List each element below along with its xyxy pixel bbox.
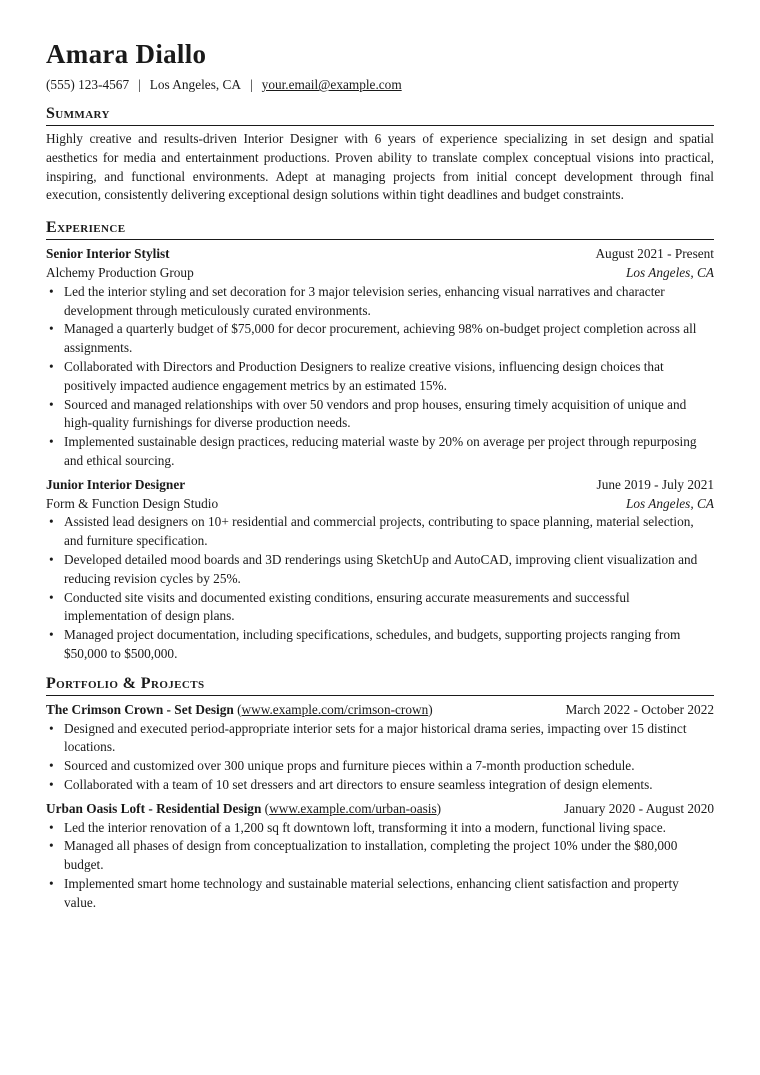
project-link[interactable]: www.example.com/urban-oasis (269, 800, 437, 816)
bullet-item: • Managed project documentation, including specifications, schedules, and budgets, supporting projects ranging from $50,000 to $500,000. (46, 626, 714, 664)
job-subheader (46, 495, 714, 514)
contact-separator: | (138, 77, 141, 92)
portfolio-heading: Portfolio & Projects (46, 674, 714, 696)
bullet-item: • Developed detailed mood boards and 3D renderings using SketchUp and AutoCAD, improving client visualization and reducing revision cycles by 25%. (46, 551, 714, 589)
project-title-group: Urban Oasis Loft - Residential Design (www.example.com/urban-oasis) (46, 800, 442, 816)
email-link[interactable]: your.email@example.com (261, 77, 402, 92)
job-location: Los Angeles, CA (625, 495, 714, 511)
project-title: The Crimson Crown - Set Design (46, 701, 234, 717)
company-name: Alchemy Production Group (46, 264, 194, 280)
phone-number: (555) 123-4567 (46, 77, 130, 92)
project-header (46, 701, 714, 720)
project-title: Urban Oasis Loft - Residential Design (46, 800, 262, 816)
bullet-item: • Managed a quarterly budget of $75,000 for decor procurement, achieving 98% on-budget project completion across all assignments. (46, 320, 714, 358)
project-title-group: The Crimson Crown - Set Design (www.example.com/crimson-crown) (46, 701, 433, 717)
job-location: Los Angeles, CA (625, 264, 714, 280)
bullet-item: • Led the interior renovation of a 1,200 sq ft downtown loft, transforming it into a modern, functional living space. (46, 819, 714, 838)
project-bullets (46, 819, 714, 913)
resume-page (46, 38, 714, 912)
project-header (46, 800, 714, 819)
project-link[interactable]: www.example.com/crimson-crown (241, 701, 429, 717)
bullet-item: • Conducted site visits and documented existing conditions, ensuring accurate measurements and successful implementation of design plans. (46, 589, 714, 627)
job-dates: August 2021 - Present (595, 246, 714, 262)
project-dates: January 2020 - August 2020 (564, 800, 714, 816)
job-header (46, 245, 714, 264)
job-subheader (46, 264, 714, 283)
job-bullets (46, 513, 714, 663)
bullet-item: • Managed all phases of design from conceptualization to installation, completing the project 10% under the $80,000 budget. (46, 837, 714, 875)
job-title: Junior Interior Designer (46, 476, 186, 492)
bullet-item: • Assisted lead designers on 10+ residential and commercial projects, contributing to space planning, material selection, and furniture specification. (46, 513, 714, 551)
location-text: Los Angeles, CA (149, 77, 241, 92)
bullet-item: • Sourced and customized over 300 unique props and furniture pieces within a 7-month production schedule. (46, 757, 714, 776)
job-title: Senior Interior Stylist (46, 246, 170, 262)
candidate-name: Amara Diallo (46, 39, 207, 69)
job-entry (46, 476, 714, 664)
bullet-item: • Implemented smart home technology and sustainable material selections, enhancing client satisfaction and property value. (46, 875, 714, 913)
job-bullets (46, 283, 714, 471)
job-header (46, 476, 714, 495)
summary-text: Highly creative and results-driven Interior Designer with 6 years of experience specializing in set design and spatial aesthetics for media and entertainment productions. Proven ability to translate complex conceptual visions into practical, inspiring, and functional environments. Adept at managing projects from initial concept development through final execution, consistently delivering exceptional design solutions within tight deadlines and budget constraints. (46, 131, 714, 203)
project-entry (46, 800, 714, 913)
contact-line (46, 76, 714, 94)
bullet-item: • Sourced and managed relationships with over 50 vendors and prop houses, ensuring timely acquisition of unique and high-quality furnishings for diverse production needs. (46, 396, 714, 434)
job-entry (46, 245, 714, 471)
bullet-item: • Collaborated with Directors and Production Designers to realize creative visions, influencing design choices that positively impacted audience engagement metrics by an estimated 15%. (46, 358, 714, 396)
project-entry (46, 701, 714, 795)
bullet-item: • Implemented sustainable design practices, reducing material waste by 20% on average per project through repurposing and ethical sourcing. (46, 433, 714, 471)
experience-heading: Experience (46, 218, 714, 240)
summary-heading: Summary (46, 104, 714, 126)
job-dates: June 2019 - July 2021 (596, 476, 714, 492)
project-bullets (46, 720, 714, 795)
project-dates: March 2022 - October 2022 (565, 701, 714, 717)
bullet-item: • Collaborated with a team of 10 set dressers and art directors to ensure seamless integration of design elements. (46, 776, 714, 795)
bullet-item: • Designed and executed period-appropriate interior sets for a major historical drama series, impacting over 15 distinct locations. (46, 720, 714, 758)
contact-separator: | (250, 77, 253, 92)
company-name: Form & Function Design Studio (46, 495, 219, 511)
bullet-item: • Led the interior styling and set decoration for 3 major television series, enhancing visual narratives and character development through meticulously curated environments. (46, 283, 714, 321)
